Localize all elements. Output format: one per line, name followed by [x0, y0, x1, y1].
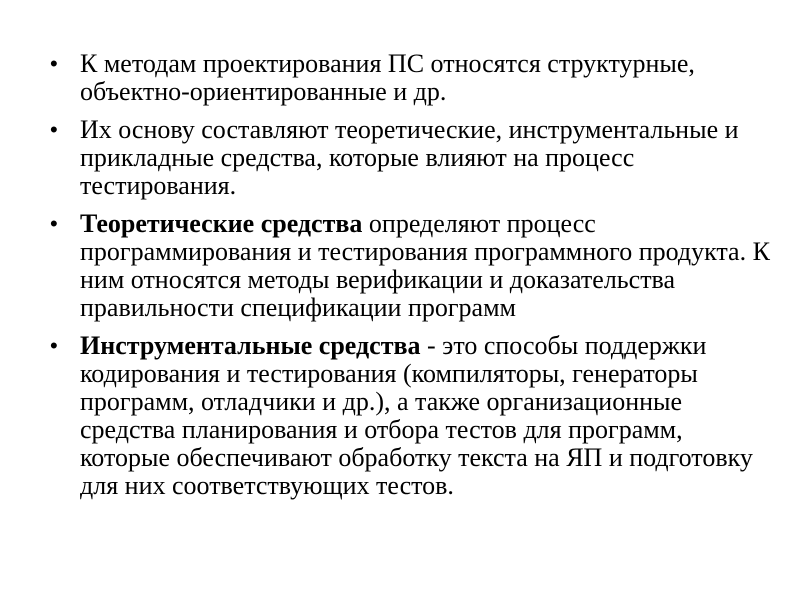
bullet-text: определяют процесс программирования и тестирования программного продукта. К ним относятся методы верификации и доказательства правильности спецификации программ	[80, 209, 770, 322]
bullet-dot-icon: •	[50, 211, 58, 236]
bullet-list	[50, 50, 770, 510]
bullet-text: К методам проектирования ПС относятся структурные, объектно-ориентированные и др.	[80, 49, 695, 106]
bullet-bold-text: Инструментальные средства	[80, 331, 421, 360]
bullet-item	[50, 50, 770, 106]
bullet-dot-icon: •	[50, 51, 58, 76]
bullet-item	[50, 116, 770, 200]
bullet-item	[50, 210, 770, 322]
bullet-item	[50, 332, 770, 500]
bullet-text: - это способы поддержки кодирования и тестирования (компиляторы, генераторы программ, отладчики и др.), а также организационные средства планирования и отбора тестов для программ, которые обеспечивают обработку текста на ЯП и подготовку для них соответствующих тестов.	[80, 331, 753, 500]
bullet-bold-text: Теоретические средства	[80, 209, 363, 238]
bullet-text: Их основу составляют теоретические, инструментальные и прикладные средства, которые влияют на процесс тестирования.	[80, 115, 739, 200]
bullet-dot-icon: •	[50, 117, 58, 142]
bullet-dot-icon: •	[50, 333, 58, 358]
